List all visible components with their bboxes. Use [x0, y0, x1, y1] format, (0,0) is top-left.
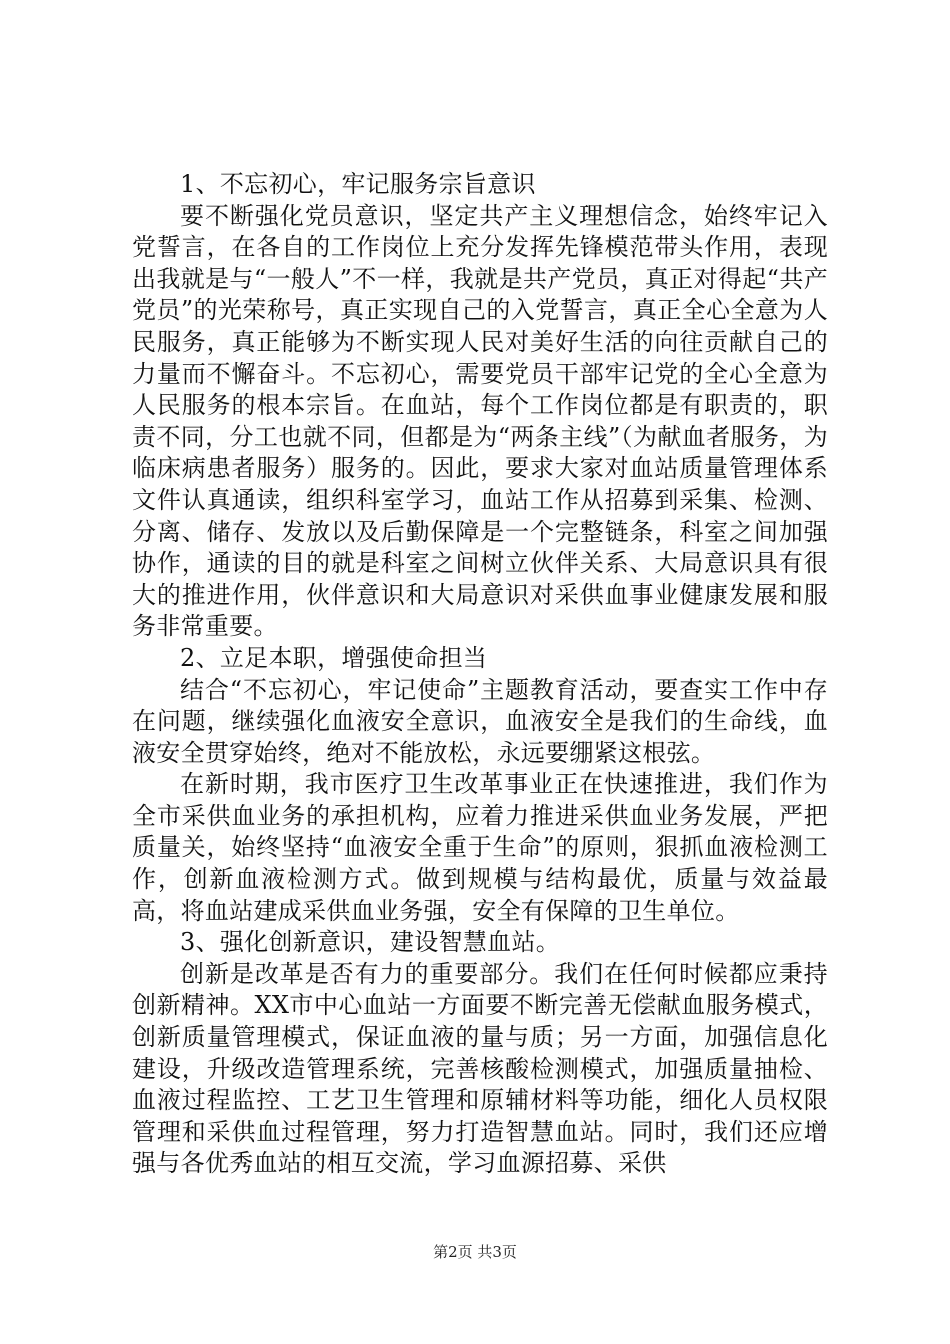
page-footer: 第2页 共3页 [433, 1243, 517, 1261]
body-paragraph: 创新是改革是否有力的重要部分。我们在任何时候都应秉持创新精神。XX市中心血站一方面要不断完善无偿献血服务模式，创新质量管理模式，保证血液的量与质；另一方面，加强信息化建设，升级改造管理系统，完善核酸检测模式，加强质量抽检、血液过程监控、工艺卫生管理和原辅材料等功能，细化人员权限管理和采供血过程管理，努力打造智慧血站。同时，我们还应增强与各优秀血站的相互交流，学习血源招募、采供 [132, 959, 828, 1178]
body-paragraph: 要不断强化党员意识，坚定共产主义理想信念，始终牢记入党誓言，在各自的工作岗位上充分发挥先锋模范带头作用，表现出我就是与“一般人”不一样，我就是共产党员，真正对得起“共产党员”的光荣称号，真正实现自己的入党誓言，真正全心全意为人民服务，真正能够为不断实现人民对美好生活的向往贡献自己的力量而不懈奋斗。不忘初心，需要党员干部牢记党的全心全意为人民服务的根本宗旨。在血站，每个工作岗位都是有职责的，职责不同，分工也就不同，但都是为“两条主线”（为献血者服务，为临床病患者服务）服务的。因此，要求大家对血站质量管理体系文件认真通读，组织科室学习，血站工作从招募到采集、检测、分离、储存、发放以及后勤保障是一个完整链条，科室之间加强协作，通读的目的就是科室之间树立伙伴关系、大局意识具有很大的推进作用，伙伴意识和大局意识对采供血事业健康发展和服务非常重要。 [132, 201, 828, 641]
document-body [132, 169, 828, 1180]
section-heading: 2、立足本职，增强使命担当 [180, 643, 488, 672]
body-paragraph: 在新时期，我市医疗卫生改革事业正在快速推进，我们作为全市采供血业务的承担机构，应着力推进采供血业务发展，严把质量关，始终坚持“血液安全重于生命”的原则，狠抓血液检测工作，创新血液检测方式。做到规模与结构最优，质量与效益最高，将血站建成采供血业务强，安全有保障的卫生单位。 [132, 770, 828, 925]
section-heading: 1、不忘初心，牢记服务宗旨意识 [180, 170, 536, 198]
section-heading: 3、强化创新意识，建设智慧血站。 [180, 928, 561, 957]
body-paragraph: 结合“不忘初心，牢记使命”主题教育活动，要查实工作中存在问题，继续强化血液安全意识，血液安全是我们的生命线，血液安全贯穿始终，绝对不能放松，永远要绷紧这根弦。 [132, 675, 828, 767]
